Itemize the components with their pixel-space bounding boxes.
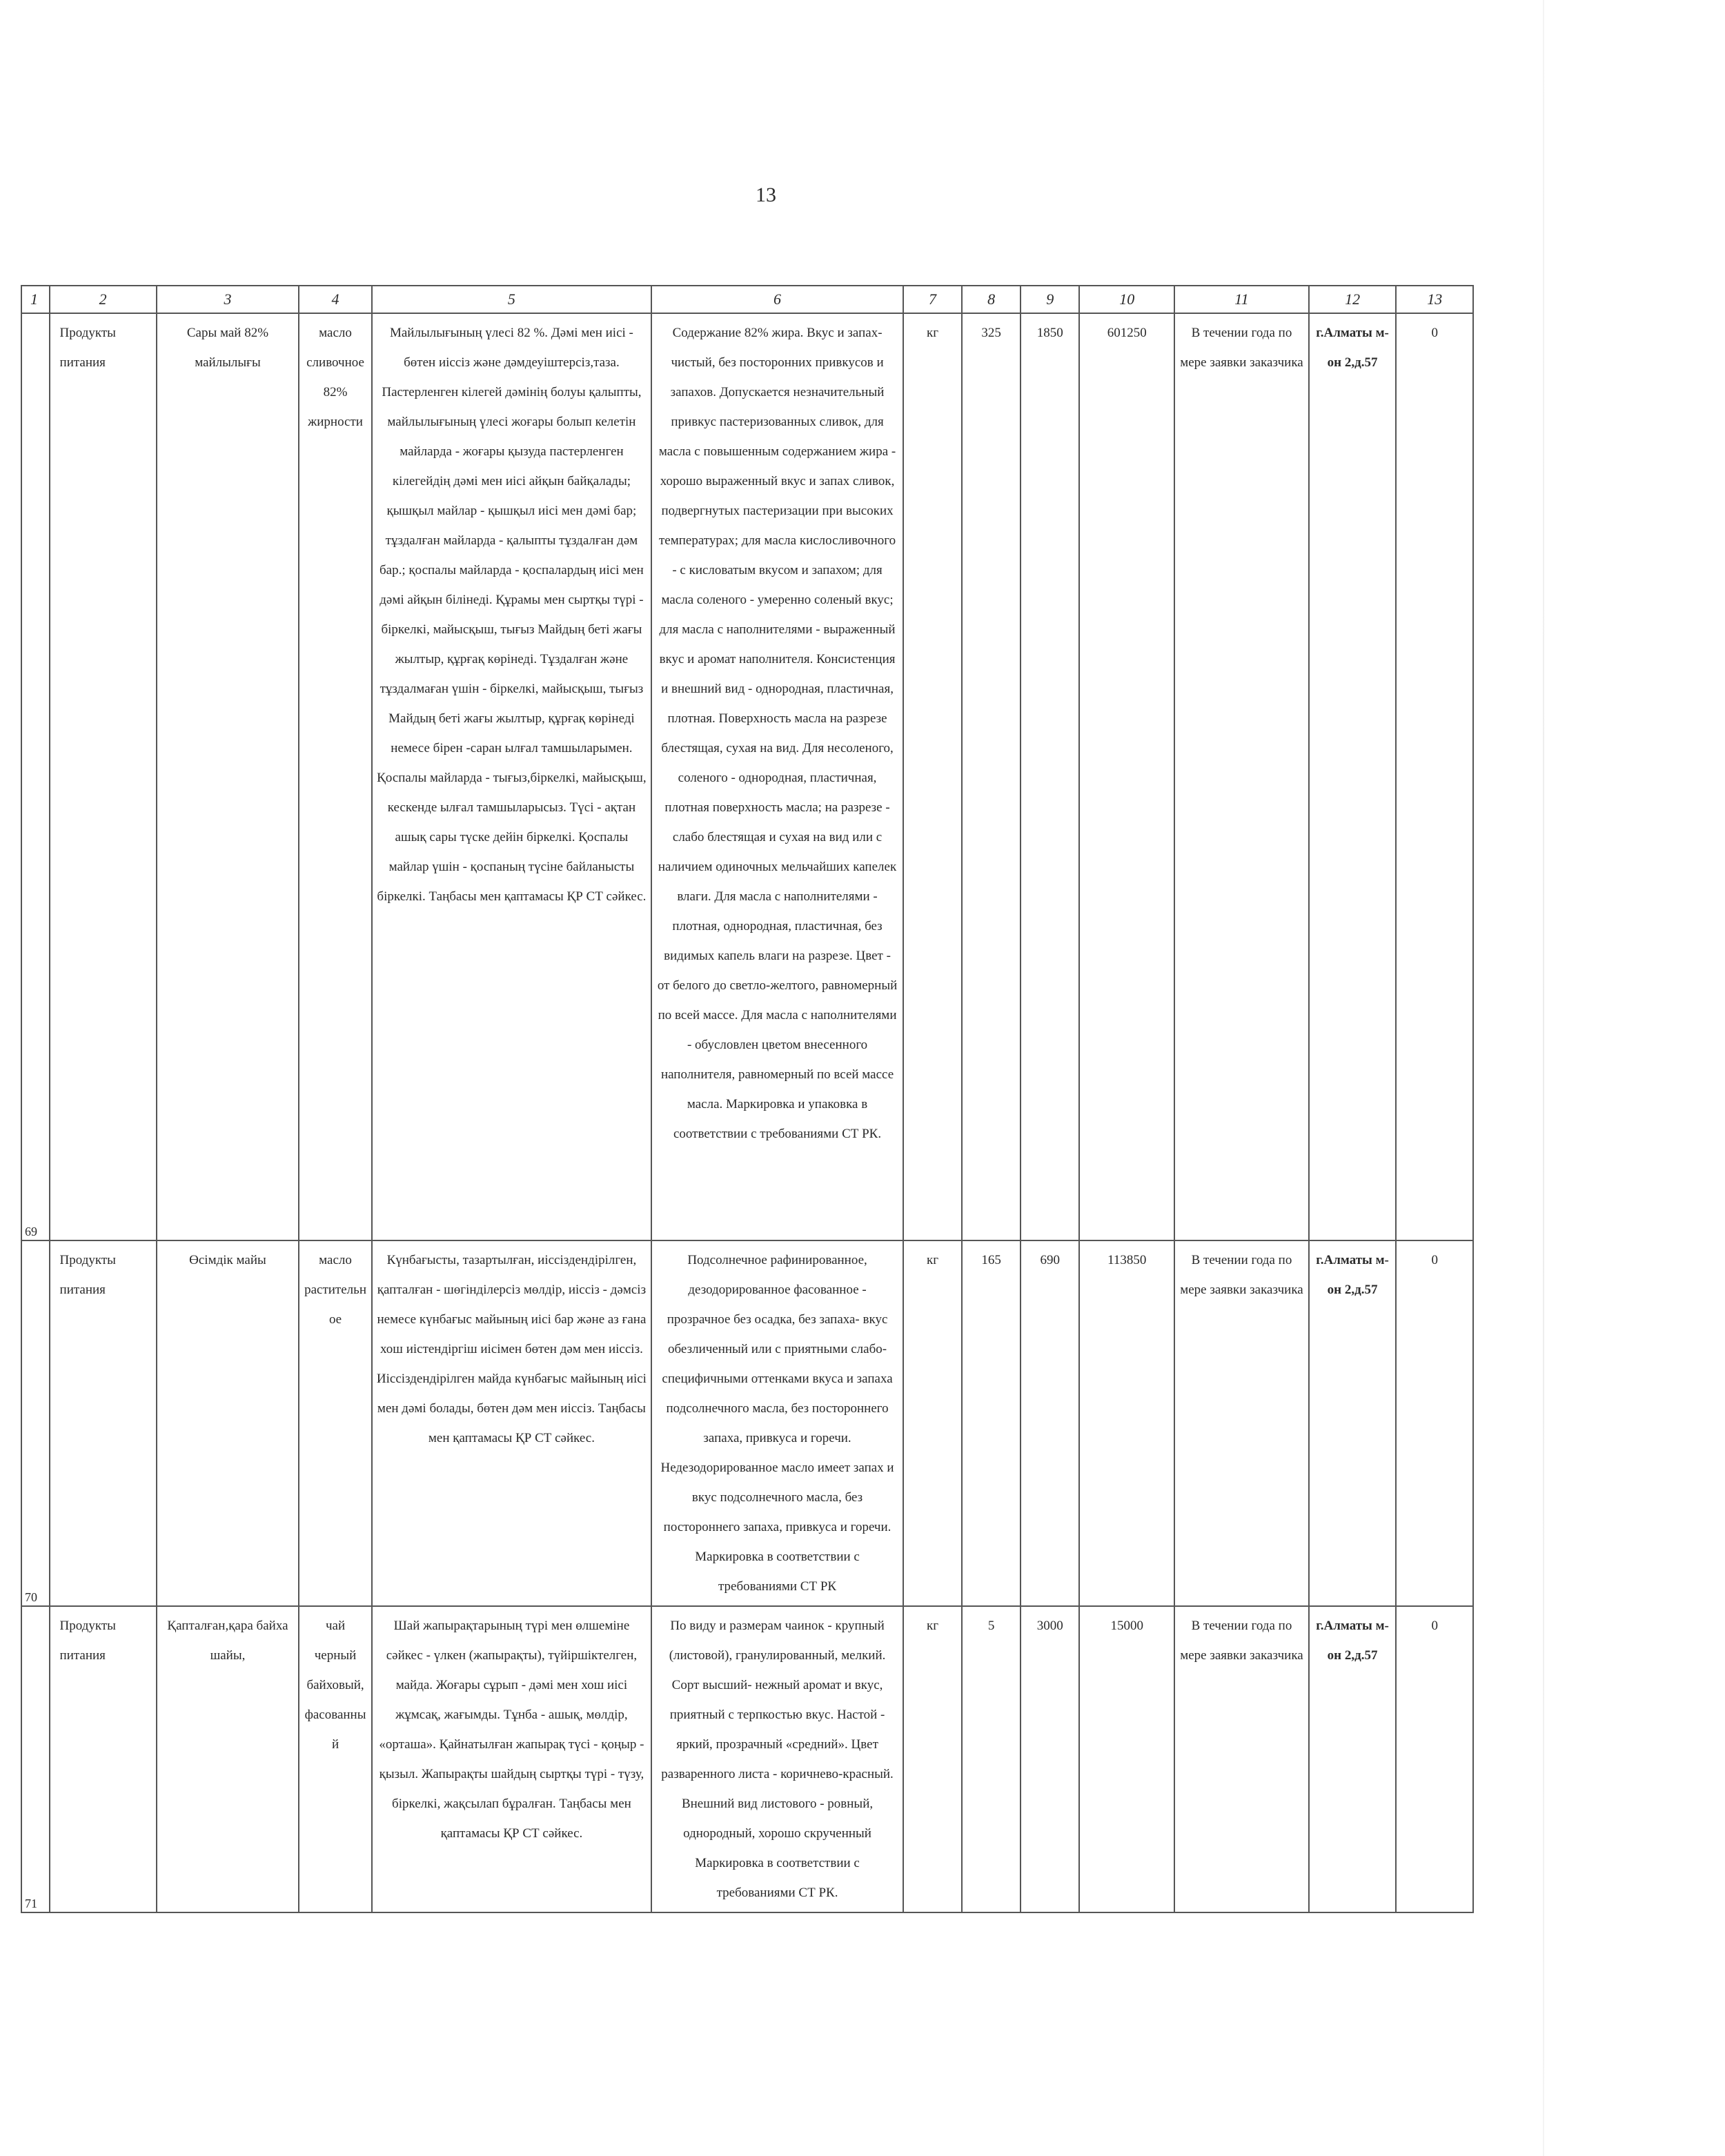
price-cell: 1850 (1021, 313, 1079, 1240)
column-header: 6 (651, 286, 903, 313)
spec-kz-cell: Майлылығының үлесі 82 %. Дәмі мен иісі - бөтен иіссіз және дәмдеуіштерсіз,таза. Пастерленген кілегей дәмінің болуы қалыпты, майлылығының үлесі жоғары болып келетін майларда - жоғары қызуда пастерленген кілегейдің дәмі мен иісі айқын байқалады; қышқыл майлар - қышқыл иісі мен дәмі бар; тұздалған майларда - қалыпты тұздалған дәм бар.; қоспалы майларда - қоспалардың иісі мен дәмі айқын білінеді. Құрамы мен сыртқы түрі - біркелкі, майысқыш, тығыз Майдың беті жағы жылтыр, құрғақ көрінеді. Тұздалған және тұздалмаған үшін - біркелкі, майысқыш, тығыз Майдың беті жағы жылтыр, құрғақ көрінеді немесе бірен -саран ылғал тамшыларымен. Қоспалы майларда - тығыз,біркелкі, майысқыш, кескенде ылғал тамшыларысыз. Түсі - ақтан ашық сары түске дейін біркелкі. Қоспалы майлар үшін - қоспаның түсіне байланысты біркелкі. Таңбасы мен қаптамасы ҚР СТ сәйкес. (372, 313, 651, 1240)
table-header-row (21, 286, 1473, 313)
column-header: 3 (157, 286, 299, 313)
spec-ru-cell: Содержание 82% жира. Вкус и запах-чистый, без посторонних привкусов и запахов. Допускается незначительный привкус пастеризованных сливок, для масла с повышенным содержанием жира - хорошо выраженный вкус и запах сливок, подвергнутых пастеризации при высоких температурах; для масла кислосливочного - с кисловатым вкусом и запахом; для масла соленого - умеренно соленый вкус; для масла с наполнителями - выраженный вкус и аромат наполнителя. Консистенция и внешний вид - однородная, пластичная, плотная. Поверхность масла на разрезе блестящая, сухая на вид. Для несоленого, соленого - однородная, пластичная, плотная поверхность масла; на разрезе - слабо блестящая и сухая на вид или с наличием одиночных мельчайших капелек влаги. Для масла с наполнителями - плотная, однородная, пластичная, без видимых капель влаги на разрезе. Цвет - от белого до светло-желтого, равномерный по всей массе. Для масла с наполнителями - обусловлен цветом внесенного наполнителя, равномерный по всей массе масла. Маркировка и упаковка в соответствии с требованиями СТ РК. (651, 313, 903, 1240)
delivery-term-cell: В течении года по мере заявки заказчика (1174, 1606, 1309, 1912)
sum-cell: 15000 (1079, 1606, 1174, 1912)
sum-cell: 113850 (1079, 1240, 1174, 1606)
column-header: 7 (903, 286, 962, 313)
unit-cell: кг (903, 313, 962, 1240)
column-header: 9 (1021, 286, 1079, 313)
category-cell: Продукты питания (50, 313, 157, 1240)
column-header: 11 (1174, 286, 1309, 313)
row-number: 69 (25, 1225, 37, 1238)
row-number: 70 (25, 1590, 37, 1604)
table-row (21, 1606, 1473, 1912)
column-header: 12 (1309, 286, 1397, 313)
delivery-place-cell: г.Алматы м-он 2,д.57 (1309, 1606, 1397, 1912)
delivery-place-cell: г.Алматы м-он 2,д.57 (1309, 313, 1397, 1240)
spec-kz-cell: Күнбағысты, тазартылған, иіссіздендірілген, қапталған - шөгінділерсіз мөлдір, иіссіз - дәмсіз немесе күнбағыс майының иісі бар және аз ғана хош иістендіргіш иісімен бөтен дәм мен иіссіз. Иіссіздендірілген майда күнбағыс майының иісі мен дәмі болады, бөтен дәм мен иіссіз. Таңбасы мен қаптамасы ҚР СТ сәйкес. (372, 1240, 651, 1606)
column-header: 5 (372, 286, 651, 313)
advance-cell: 0 (1396, 1240, 1473, 1606)
name-kz-cell: Өсімдік майы (157, 1240, 299, 1606)
category-cell: Продукты питания (50, 1606, 157, 1912)
sum-cell: 601250 (1079, 313, 1174, 1240)
advance-cell: 0 (1396, 1606, 1473, 1912)
delivery-place-cell: г.Алматы м-он 2,д.57 (1309, 1240, 1397, 1606)
column-header: 10 (1079, 286, 1174, 313)
quantity-cell: 165 (962, 1240, 1021, 1606)
column-header: 4 (299, 286, 371, 313)
column-header: 8 (962, 286, 1021, 313)
procurement-table (21, 285, 1474, 1913)
name-ru-cell: масло растительное (299, 1240, 371, 1606)
unit-cell: кг (903, 1606, 962, 1912)
name-ru-cell: масло сливочное 82% жирности (299, 313, 371, 1240)
column-header: 13 (1396, 286, 1473, 313)
name-kz-cell: Қапталған,қара байха шайы, (157, 1606, 299, 1912)
quantity-cell: 5 (962, 1606, 1021, 1912)
quantity-cell: 325 (962, 313, 1021, 1240)
column-header: 1 (21, 286, 50, 313)
row-number: 71 (25, 1897, 37, 1910)
spec-kz-cell: Шай жапырақтарының түрі мен өлшеміне сәйкес - үлкен (жапырақты), түйіршіктелген, майда. Жоғары сұрып - дәмі мен хош иісі жұмсақ, жағымды. Тұнба - ашық, мөлдір, «орташа». Қайнатылған жапырақ түсі - қоңыр - қызыл. Жапырақты шайдың сыртқы түрі - түзу, біркелкі, жақсылап бұралған. Таңбасы мен қаптамасы ҚР СТ сәйкес. (372, 1606, 651, 1912)
advance-cell: 0 (1396, 313, 1473, 1240)
price-cell: 3000 (1021, 1606, 1079, 1912)
unit-cell: кг (903, 1240, 962, 1606)
delivery-term-cell: В течении года по мере заявки заказчика (1174, 313, 1309, 1240)
row-number-cell (21, 313, 50, 1240)
table-row (21, 313, 1473, 1240)
delivery-term-cell: В течении года по мере заявки заказчика (1174, 1240, 1309, 1606)
name-kz-cell: Сары май 82% майлылығы (157, 313, 299, 1240)
column-header: 2 (50, 286, 157, 313)
price-cell: 690 (1021, 1240, 1079, 1606)
row-number-cell (21, 1240, 50, 1606)
category-cell: Продукты питания (50, 1240, 157, 1606)
spec-ru-cell: По виду и размерам чаинок - крупный (листовой), гранулированный, мелкий. Сорт высший- нежный аромат и вкус, приятный с терпкостью вкус. Настой - яркий, прозрачный «средний». Цвет разваренного листа - коричнево-красный. Внешний вид листового - ровный, однородный, хорошо скрученный Маркировка в соответствии с требованиями СТ РК. (651, 1606, 903, 1912)
name-ru-cell: чай черный байховый, фасованный (299, 1606, 371, 1912)
table-row (21, 1240, 1473, 1606)
scan-edge (1543, 0, 1544, 2156)
row-number-cell (21, 1606, 50, 1912)
page-number: 13 (756, 184, 776, 206)
spec-ru-cell: Подсолнечное рафинированное, дезодорированное фасованное - прозрачное без осадка, без запаха- вкус обезличенный или с приятными слабо-специфичными оттенками вкуса и запаха подсолнечного масла, без постороннего запаха, привкуса и горечи. Недезодорированное масло имеет запах и вкус подсолнечного масла, без постороннего запаха, привкуса и горечи. Маркировка в соответствии с требованиями СТ РК (651, 1240, 903, 1606)
